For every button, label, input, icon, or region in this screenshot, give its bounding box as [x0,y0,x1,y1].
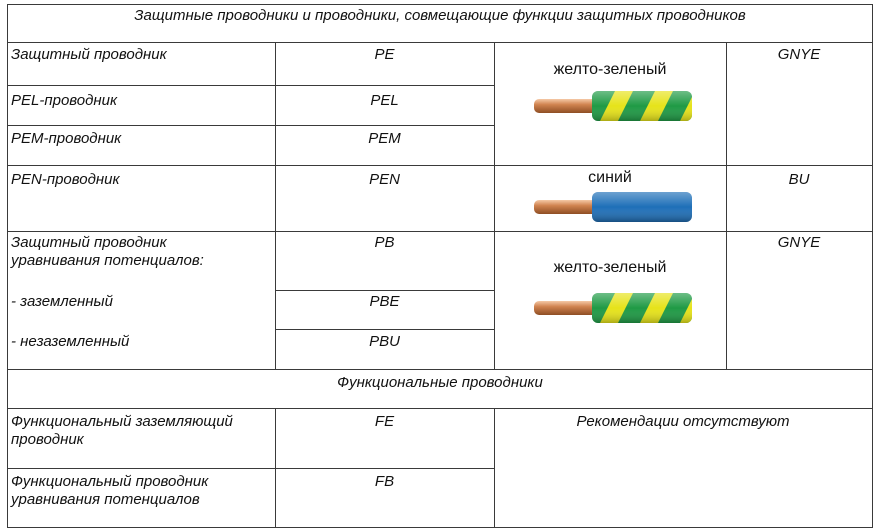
row-name: Защитный проводник [11,46,167,63]
row-name: PEM-проводник [11,130,122,147]
row-name: - незаземленный [11,333,130,350]
table-divider [7,85,494,86]
row-name: проводник [11,431,84,448]
section-title: Функциональные проводники [337,374,543,391]
table-divider [275,329,494,330]
color-code: BU [788,171,810,188]
color-label: желто-зеленый [553,61,667,78]
row-code: PBU [369,333,400,350]
color-label: желто-зеленый [553,259,667,276]
table-divider [7,231,873,232]
row-name: PEN-проводник [11,171,120,188]
row-code: PE [374,46,395,63]
table-divider [7,42,873,43]
table-border-left [7,4,8,528]
row-name: - заземленный [11,293,113,310]
color-label: синий [588,169,632,186]
yellow-green-wire-icon [530,291,695,325]
recommendation-text: Рекомендации отсутствуют [576,413,790,430]
row-code: FE [374,413,395,430]
row-name: Функциональный заземляющий [11,413,233,430]
blue-wire-icon [530,190,695,224]
table-divider [275,290,494,291]
row-code: FB [374,473,395,490]
color-code: GNYE [777,234,821,251]
table-divider [7,369,873,370]
column-divider [494,42,495,370]
table-divider [7,408,873,409]
row-name: PEL-проводник [11,92,118,109]
table-border-right [872,4,873,528]
table-border-bottom [7,527,873,528]
table-title: Защитные проводники и проводники, совмещающие функции защитных проводников [134,7,746,24]
table-border-top [7,4,873,5]
column-divider [726,42,727,370]
color-code: GNYE [777,46,821,63]
row-name: уравнивания потенциалов [11,491,200,508]
yellow-green-wire-icon [530,89,695,123]
row-code: PEM [368,130,401,147]
row-code: PEN [369,171,400,188]
table-divider [7,468,494,469]
table-divider [7,165,873,166]
row-name: Функциональный проводник [11,473,209,490]
row-name: уравнивания потенциалов: [11,252,204,269]
row-code: PEL [370,92,399,109]
row-name: Защитный проводник [11,234,167,251]
row-code: PB [374,234,395,251]
table-divider [7,125,494,126]
row-code: PBE [369,293,400,310]
